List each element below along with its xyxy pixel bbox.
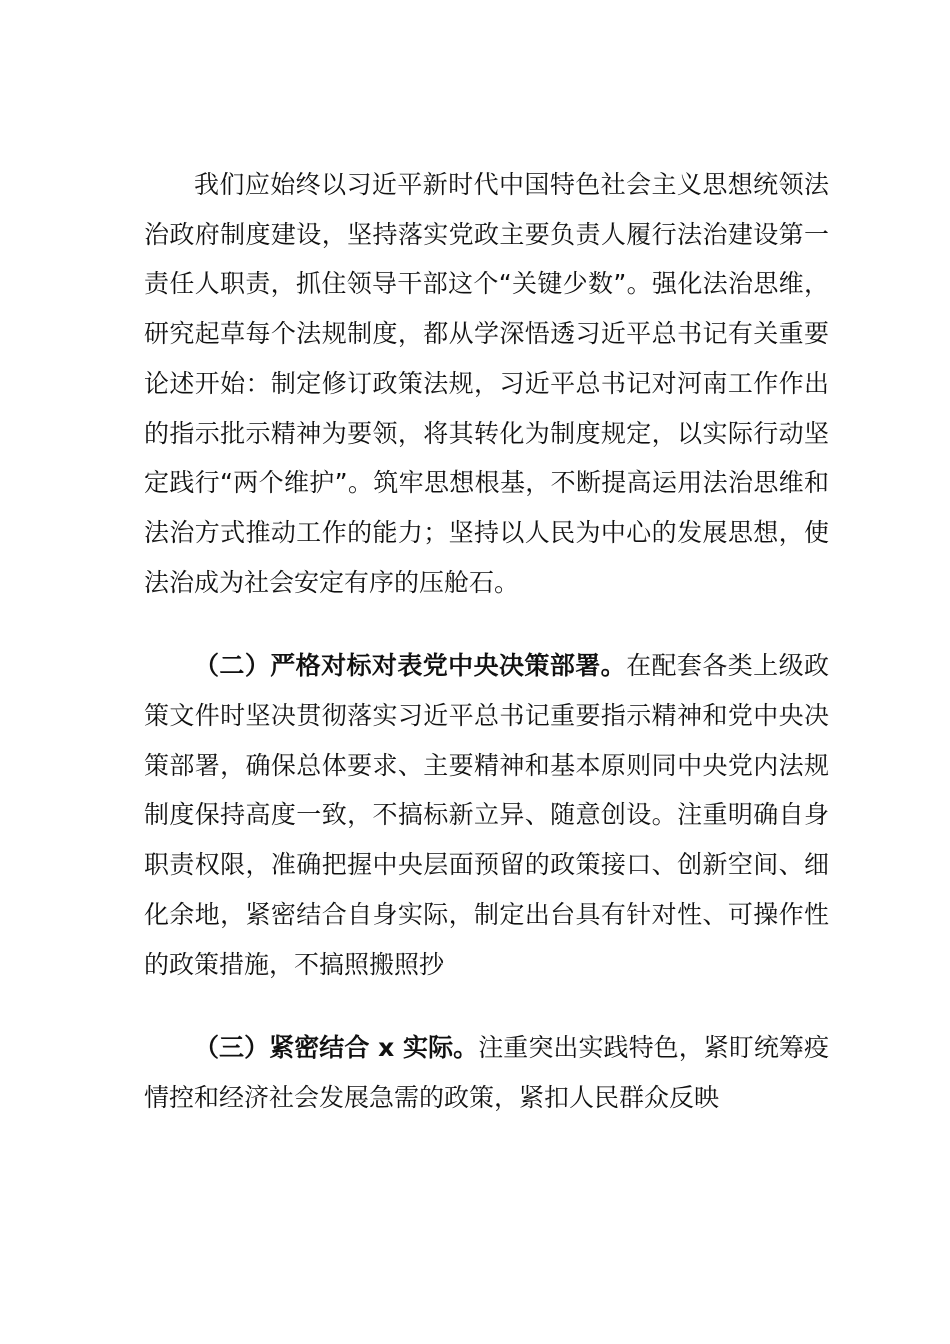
paragraph-3: [144, 1023, 829, 1122]
document-body: [144, 160, 829, 1123]
paragraph-2-heading: （二）严格对标对表党中央决策部署。: [194, 651, 627, 681]
paragraph-2: [144, 641, 829, 989]
paragraph-1-text: 我们应始终以习近平新时代中国特色社会主义思想统领法治政府制度建设，坚持落实党政主要负责人履行法治建设第一责任人职责，抓住领导干部这个“关键少数”。强化法治思维，研究起草每个法规制度，都从学深悟透习近平总书记有关重要论述开始：制定修订政策法规，习近平总书记对河南工作作出的指示批示精神为要领，将其转化为制度规定，以实际行动坚定践行“两个维护”。筑牢思想根基，不断提高运用法治思维和法治方式推动工作的能力；坚持以人民为中心的发展思想，使法治成为社会安定有序的压舱石。: [144, 170, 829, 597]
paragraph-1: [144, 160, 829, 607]
paragraph-3-heading: （三）紧密结合 x 实际。: [194, 1033, 479, 1063]
paragraph-2-text: 在配套各类上级政策文件时坚决贯彻落实习近平总书记重要指示精神和党中央决策部署，确保总体要求、主要精神和基本原则同中央党内法规制度保持高度一致，不搞标新立异、随意创设。注重明确自身职责权限，准确把握中央层面预留的政策接口、创新空间、细化余地，紧密结合自身实际，制定出台具有针对性、可操作性的政策措施，不搞照搬照抄: [144, 651, 829, 979]
paragraph-3-text: 注重突出实践特色，紧盯统筹疫情控和经济社会发展急需的政策，紧扣人民群众反映: [144, 1033, 829, 1112]
